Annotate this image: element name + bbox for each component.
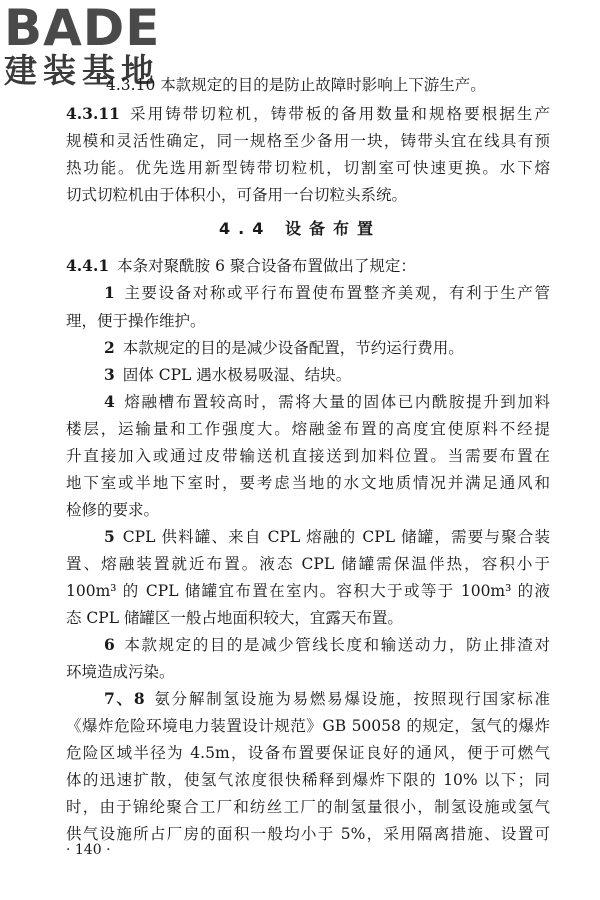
- clause-number: 4.3.11: [66, 104, 120, 123]
- item-number: 7、8: [104, 689, 145, 708]
- item-number: 3: [104, 365, 115, 384]
- text-line: 热功能。优先选用新型铸带切粒机，切割室可快速更换。水下熔: [66, 159, 550, 177]
- text-line: 楼层，运输量和工作强度大。熔融釜布置的高度宜使原料不经提: [66, 420, 550, 438]
- text-line: [104, 392, 550, 412]
- item-number: 6: [104, 635, 115, 654]
- text-line: 《爆炸危险环境电力装置设计规范》GB 50058 的规定，氢气的爆炸: [66, 717, 550, 735]
- item-number: 2: [104, 338, 115, 357]
- item-number: 1: [104, 283, 115, 302]
- text-content: 氨分解制氢设施为易燃易爆设施，按照现行国家标准: [152, 690, 550, 708]
- section-title: 4.4 设备布置: [219, 219, 381, 238]
- text-line: 升直接加入或通过皮带输送机直接送到加料位置。当需要布置在: [66, 447, 550, 465]
- text-content: 采用铸带切粒机，铸带板的备用数量和规格要根据生产: [127, 105, 550, 123]
- text-line: [104, 689, 550, 709]
- page-number: · 140 ·: [66, 842, 111, 858]
- text-line: 危险区域半径为 4.5m，设备布置要保证良好的通风，便于可燃气: [66, 744, 550, 762]
- text-line: 检修的要求。: [66, 501, 160, 519]
- text-line: 理，便于操作维护。: [66, 312, 206, 330]
- text-line: 供气设施所占厂房的面积一般均小于 5%，采用隔离措施、设置可: [66, 825, 550, 843]
- text-line: 时，由于锦纶聚合工厂和纺丝工厂的制氢量很小，制氢设施或氢气: [66, 798, 550, 816]
- text-line: 态 CPL 储罐区一般占地面积较大，宜露天布置。: [66, 609, 403, 627]
- text-line: [104, 635, 550, 655]
- logo-subtitle: 建装基地: [4, 51, 160, 90]
- text-content: 熔融槽布置较高时，需将大量的固体已内酰胺提升到加料: [122, 393, 550, 411]
- text-line: [104, 338, 550, 358]
- text-line: 100m³ 的 CPL 储罐宜布置在室内。容积大于或等于 100m³ 的液: [66, 582, 550, 600]
- item-number: 5: [104, 527, 115, 546]
- text-line: 4.3.10 本款规定的目的是防止故障时影响上下游生产。: [106, 76, 486, 94]
- text-line: 置、熔融装置就近布置。液态 CPL 储罐需保温伴热，容积小于: [66, 555, 550, 573]
- text-line: 切式切粒机由于体积小，可备用一台切粒头系统。: [66, 186, 408, 204]
- text-content: 固体 CPL 遇水极易吸湿、结块。: [122, 366, 352, 384]
- clause-number: 4.4.1: [66, 256, 110, 275]
- text-content: 本款规定的目的是减少设备配置，节约运行费用。: [122, 339, 464, 357]
- item-number: 4: [104, 392, 115, 411]
- text-line: 规模和灵活性确定，同一规格至少备用一块，铸带头宜在线具有预: [66, 132, 550, 150]
- text-content: CPL 供料罐、来自 CPL 熔融的 CPL 储罐，需要与聚合装: [122, 528, 550, 546]
- text-content: 本款规定的目的是减少管线长度和输送动力，防止排渣对: [122, 636, 550, 654]
- text-content: 本条对聚酰胺 6 聚合设备布置做出了规定：: [117, 257, 416, 275]
- text-line: [66, 104, 550, 124]
- text-line: [66, 256, 550, 276]
- text-line: 体的迅速扩散，使氢气浓度很快稀释到爆炸下限的 10% 以下；同: [66, 771, 550, 789]
- text-line: [104, 283, 550, 303]
- logo-brand: BADE: [4, 0, 161, 57]
- text-line: 环境造成污染。: [66, 663, 175, 681]
- text-line: [104, 527, 550, 547]
- text-line: 地下室或半地下室时，要考虑当地的水文地质情况并满足通风和: [66, 474, 550, 492]
- text-line: [104, 365, 550, 385]
- text-content: 主要设备对称或平行布置使布置整齐美观，有利于生产管: [122, 284, 550, 302]
